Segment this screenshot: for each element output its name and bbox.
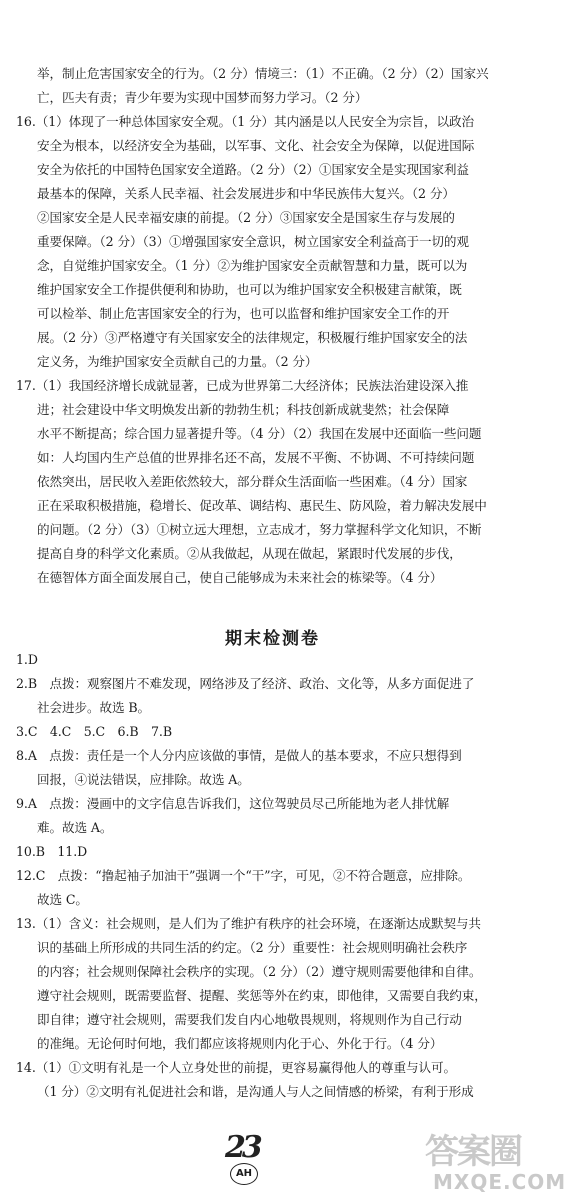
text-line: 最基本的保障，关系人民幸福、社会发展进步和中华民族伟大复兴。（2 分） [37, 186, 455, 201]
text-line: 14.（1）①文明有礼是一个人立身处世的前提，更容易赢得他人的尊重与认可。 [16, 1060, 456, 1075]
text-line: 安全为根本，以经济安全为基础，以军事、文化、社会安全为保障，以促进国际 [37, 138, 475, 153]
text-line: 进；社会建设中华文明焕发出新的勃勃生机；科技创新成就斐然；社会保障 [37, 402, 450, 417]
text-line: 2.B 点拨：观察图片不难发现，网络涉及了经济、政治、文化等，从多方面促进了 [16, 676, 475, 691]
text-line: 维护国家安全工作提供便利和协助，也可以为维护国家安全积极建言献策，既 [37, 282, 462, 297]
page-number: 23 [225, 1130, 259, 1165]
text-line: 识的基础上所形成的共同生活的约定。（2 分）重要性：社会规则明确社会秩序 [37, 940, 468, 955]
text-line: 依然突出，居民收入差距依然较大，部分群众生活面临一些困难。（4 分）国家 [37, 474, 468, 489]
text-line: 9.A 点拨：漫画中的文字信息告诉我们，这位驾驶员尽己所能地为老人排忧解 [16, 796, 450, 811]
text-line: 难。故选 A。 [37, 820, 113, 835]
text-line: 安全为依托的中国特色国家安全道路。（2 分）（2）①国家安全是实现国家利益 [37, 162, 469, 177]
text-line: 水平不断提高；综合国力显著提升等。（4 分）（2）我国在发展中还面临一些问题 [37, 426, 482, 441]
text-line: 10.B 11.D [16, 844, 88, 859]
watermark-en: MXQE.COM [433, 1170, 566, 1194]
text-line: 故选 C。 [37, 892, 88, 907]
text-line: 13.（1）含义：社会规则，是人们为了维护有秩序的社会环境，在逐渐达成默契与共 [16, 916, 481, 931]
text-line: （1 分）②文明有礼促进社会和谐，是沟通人与人之间情感的桥梁，有利于形成 [37, 1084, 474, 1099]
text-line: ②国家安全是人民幸福安康的前提。（2 分）③国家安全是国家生存与发展的 [37, 210, 455, 225]
text-line: 的准绳。无论何时何地，我们都应该将规则内化于心、外化于行。（4 分） [37, 1036, 443, 1051]
text-line: 的内容；社会规则保障社会秩序的实现。（2 分）（2）遵守规则需要他律和自律。 [37, 964, 482, 979]
text-line: 举，制止危害国家安全的行为。（2 分）情境三：（1）不正确。（2 分）（2）国家兴 [37, 66, 489, 81]
text-line: 16.（1）体现了一种总体国家安全观。（1 分）其内涵是以人民安全为宗旨，以政治 [16, 114, 474, 129]
text-line: 社会进步。故选 B。 [37, 700, 151, 715]
watermark-cn: 答案圈 [425, 1132, 521, 1172]
watermark-logo [425, 1120, 566, 1200]
answer-text-top [16, 62, 531, 590]
text-line: 的问题。（2 分）（3）①树立远大理想，立志成才，努力掌握科学文化知识，不断 [37, 522, 482, 537]
text-line: 亡，匹夫有责；青少年要为实现中国梦而努力学习。（2 分） [37, 90, 368, 105]
text-line: 3.C 4.C 5.C 6.B 7.B [16, 724, 172, 739]
publisher-badge: AH [230, 1163, 258, 1185]
text-line: 提高自身的科学文化素质。②从我做起，从现在做起，紧跟时代发展的步伐， [37, 546, 462, 561]
text-line: 在德智体方面全面发展自己，使自己能够成为未来社会的栋梁等。（4 分） [37, 570, 443, 585]
text-line: 正在采取积极措施，稳增长、促改革、调结构、惠民生、防风险，着力解决发展中 [37, 498, 487, 513]
text-line: 8.A 点拨：责任是一个人分内应该做的事情，是做人的基本要求，不应只想得到 [16, 748, 462, 763]
text-line: 定义务，为维护国家安全贡献自己的力量。（2 分） [37, 354, 318, 369]
text-line: 重要保障。（2 分）（3）①增强国家安全意识，树立国家安全利益高于一切的观 [37, 234, 469, 249]
text-line: 遵守社会规则，既需要监督、提醒、奖惩等外在约束，即他律，又需要自我约束， [37, 988, 487, 1003]
text-line: 12.C 点拨：“撸起袖子加油干”强调一个“干”字，可见，②不符合题意，应排除。 [16, 868, 471, 883]
text-line: 展。（2 分）③严格遵守有关国家安全的法律规定，积极履行维护国家安全的法 [37, 330, 468, 345]
text-line: 念，自觉维护国家安全。（1 分）②为维护国家安全贡献智慧和力量，既可以为 [37, 258, 468, 273]
text-line: 17.（1）我国经济增长成就显著，已成为世界第二大经济体；民族法治建设深入推 [16, 378, 469, 393]
text-line: 即自律；遵守社会规则，需要我们发自内心地敬畏规则，将规则作为自己行动 [37, 1012, 462, 1027]
text-line: 可以检举、制止危害国家安全的行为，也可以监督和维护国家安全工作的开 [37, 306, 450, 321]
text-line: 1.D [16, 652, 38, 667]
section-title: 期末检测卷 [225, 629, 320, 649]
text-line: 回报，④说法错误，应排除。故选 A。 [37, 772, 250, 787]
answer-text-bottom [16, 648, 531, 1104]
text-line: 如：人均国内生产总值的世界排名还不高，发展不平衡、不协调、不可持续问题 [37, 450, 475, 465]
